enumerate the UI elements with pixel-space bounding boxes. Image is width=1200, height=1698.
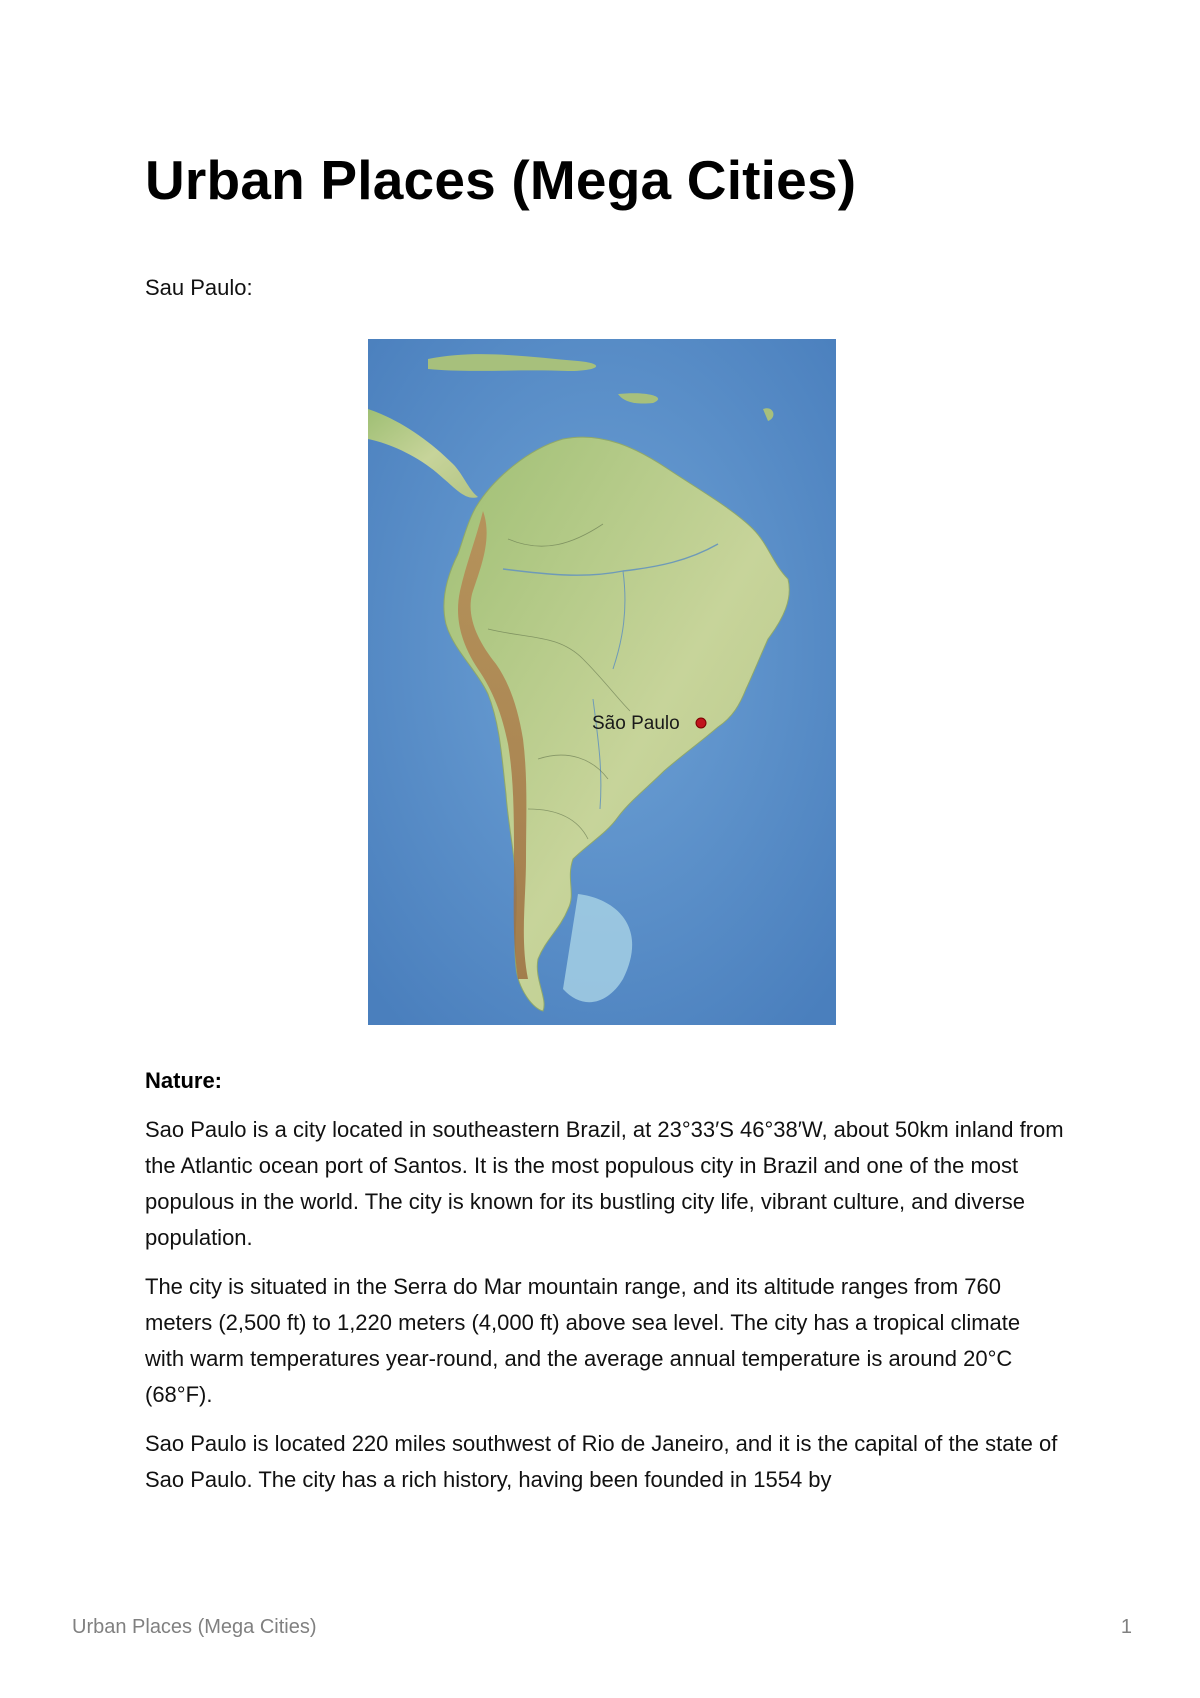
paragraph: Sao Paulo is located 220 miles southwest of Rio de Janeiro, and it is the capital of the state of Sao Paulo. The city has a rich history, having been founded in 1554 by [145,1431,1058,1492]
sao-paulo-label: São Paulo [592,713,680,734]
section-heading-nature: Nature: [145,1068,223,1093]
paragraph: Sao Paulo is a city located in southeastern Brazil, at 23°33′S 46°38′W, about 50km inland from the Atlantic ocean port of Santos. It is the most populous city in Brazil and one of the most populous in the world. The city is known for its bustling city life, vibrant culture, and diverse population. [145,1117,1064,1250]
paragraph: The city is situated in the Serra do Mar mountain range, and its altitude ranges from 760 meters (2,500 ft) to 1,220 meters (4,000 ft) above sea level. The city has a tropical climate with warm temperatures year-round, and the average annual temperature is around 20°C (68°F). [145,1274,1021,1407]
page-title: Urban Places (Mega Cities) [145,149,857,211]
south-america-map [368,339,836,1025]
city-subtitle: Sau Paulo: [145,275,253,300]
sao-paulo-marker [696,718,706,728]
footer-title: Urban Places (Mega Cities) [72,1616,317,1638]
page-number: 1 [1120,1616,1132,1638]
body-text [145,1112,1065,1511]
